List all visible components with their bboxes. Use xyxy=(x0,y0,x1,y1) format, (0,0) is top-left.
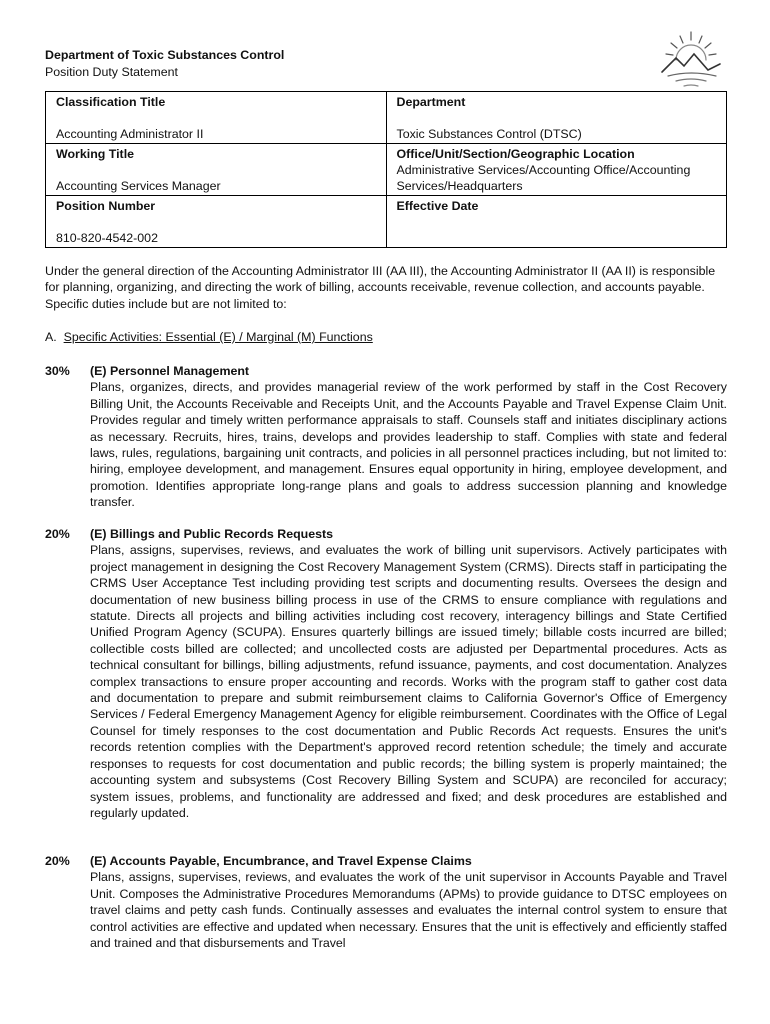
duty-percent: 30% xyxy=(45,364,70,378)
classification-title-label: Classification Title xyxy=(56,95,166,109)
position-number-value: 810-820-4542-002 xyxy=(56,231,158,245)
working-title-label: Working Title xyxy=(56,147,135,161)
effective-date-label: Effective Date xyxy=(396,199,479,213)
organization-name: Department of Toxic Substances Control xyxy=(45,48,285,62)
position-number-cell xyxy=(46,196,387,248)
duty-text: Plans, organizes, directs, and provides managerial review of the work performed by staff in the Cost Recovery Billing Unit, the Accounts Receivable and Receipts Unit, and the Accounts Payable and Travel Expense Claim Unit. Provides regular and timely written performance appraisals to staff. Counsels staff and initiates disciplinary actions as necessary. Recruits, hires, trains, develops and provides leadership to staff. Complies with state and federal laws, rules, regulations, bargaining unit contracts, and policies in all personnel practices including, but not limited to: hiring, employee development, and management. Ensures equal opportunity in hiring, employee development, and promotion. Identifies appropriate long-range plans and goals to address succession planning and knowledge transfer. xyxy=(90,380,727,510)
duty-title: (E) Billings and Public Records Requests xyxy=(90,527,334,541)
section-a-prefix: A. xyxy=(45,330,57,344)
section-a-heading xyxy=(45,329,373,345)
intro-paragraph: Under the general direction of the Accounting Administrator III (AA III), the Accounting Administrator II (AA II) is responsible for planning, organizing, and directing the work of billing, accounts receivable, revenue collection, and accounts payable. Specific duties include but are not limited to: xyxy=(45,264,716,311)
duty-text: Plans, assigns, supervises, reviews, and evaluates the work of the unit supervisor in Accounts Payable and Travel Unit. Composes the Administrative Procedures Memorandums (APMs) to provide guidance to DTSC employees on travel claims and petty cash funds. Continually assesses and evaluates the internal control system to ensure that control activities are effective and updated when necessary. Ensures that the unit is effectively and efficiently staffed and trained and that disbursements and Travel xyxy=(90,870,727,951)
working-title-value: Accounting Services Manager xyxy=(56,179,221,193)
department-cell xyxy=(386,92,727,144)
location-cell xyxy=(386,144,727,196)
duty-percent: 20% xyxy=(45,527,70,541)
sun-mountain-logo-icon xyxy=(658,30,724,94)
duty-title: (E) Accounts Payable, Encumbrance, and Travel Expense Claims xyxy=(90,854,472,868)
classification-cell xyxy=(46,92,387,144)
working-title-cell xyxy=(46,144,387,196)
department-value: Toxic Substances Control (DTSC) xyxy=(396,127,582,141)
location-label: Office/Unit/Section/Geographic Location xyxy=(396,147,635,161)
document-header xyxy=(45,47,284,81)
duty-title: (E) Personnel Management xyxy=(90,364,250,378)
department-label: Department xyxy=(396,95,466,109)
location-value: Administrative Services/Accounting Office/Accounting Services/Headquarters xyxy=(396,163,691,193)
duty-text: Plans, assigns, supervises, reviews, and evaluates the work of billing unit supervisors. Actively participates with project management in designing the Cost Recovery Management System (CRMS). Directs staff in participating the CRMS User Acceptance Test including providing test scripts and documenting results. Oversees the design and documentation of new business billing process in use of the CRMS to ensure compliance with regulations and statute. Directs all projects and billing activities including cost recovery, interagency billings and State Certified Unified Program Agency (SCUPA). Ensures quarterly billings are issued timely; billable costs incurred are billed; collectible costs billed are collected; and uncollected costs are adjusted per Departmental procedures. Acts as technical consultant for billings, billing adjustments, refund issuance, payments, and cost documentation. Analyzes complex transactions to ensure proper accounting and records. Works with the program staff to gather cost data and documentation to prepare and submit reimbursement claims to California Governor's Office of Emergency Services / Federal Emergency Management Agency for eligible reimbursement. Coordinates with the Office of Legal Counsel for timely responses to the cost documentation and Public Records Act requests. Ensures the unit's records retention complies with the Department's approved record retention schedule; the timely and accurate responses to requests for cost documentation and public records; the billing system is properly maintained; the accounting system and subsystems (Cost Recovery Billing System and SCUPA) are reconciled for accuracy; system issues, problems, and functionality are addressed and fixed; and desk procedures are established and regularly updated. xyxy=(90,543,727,820)
classification-title-value: Accounting Administrator II xyxy=(56,127,204,141)
section-a-title: Specific Activities: Essential (E) / Marginal (M) Functions xyxy=(63,330,373,344)
duty-percent: 20% xyxy=(45,854,70,868)
position-number-label: Position Number xyxy=(56,199,156,213)
position-info-table xyxy=(45,91,727,248)
effective-date-cell xyxy=(386,196,727,248)
document-title: Position Duty Statement xyxy=(45,65,178,79)
